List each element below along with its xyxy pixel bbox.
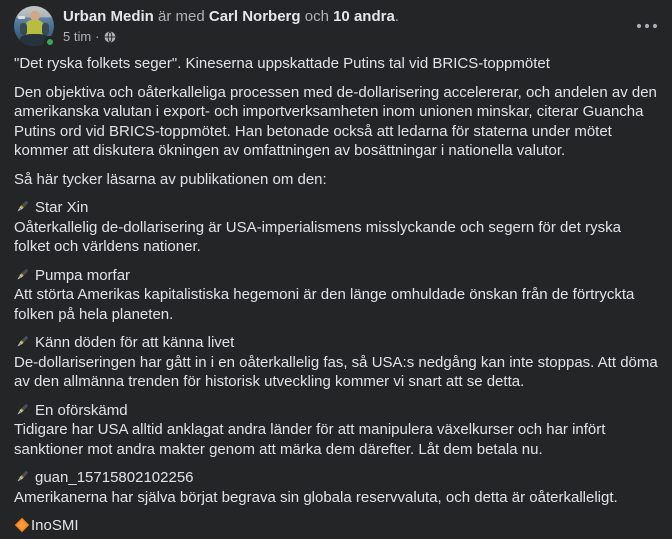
byline-connector: och	[304, 8, 329, 25]
source-line	[14, 516, 658, 536]
comment-text: De-dollariseringen har gått in i en oåterkallelig fas, så USA:s nedgång kan inte stoppas. Att döma av den allmänna trenden för historisk utveckling kommer vi snart att se detta.	[14, 353, 658, 390]
comment-author: guan_15715802102256	[35, 469, 194, 486]
post-lead-in: Så här tycker läsarna av publikationen om den:	[14, 170, 327, 188]
post-paragraph: Den objektiva och oåterkalleliga processen med de-dollarisering accelererar, och andelen av den amerikanska valutan i export- och importverksamheten inom unionen minskar, citerar Guancha Putins ord vid BRICS-toppmötet. Han betonade också att ledarna för staterna under mötet kommer att diskutera ökningen av omfattningen av bosättningar i nationella valutor.	[14, 83, 657, 159]
reader-comment	[14, 266, 658, 325]
reader-comment	[14, 401, 658, 460]
reader-comment	[14, 468, 658, 507]
header-text	[63, 6, 626, 45]
globe-icon	[104, 31, 116, 43]
reader-comment	[14, 333, 658, 392]
comment-text: Att störta Amerikas kapitalistiska hegemoni är den länge omhuldade önskan från de förtryckta folken på hela planeten.	[14, 286, 635, 323]
comment-text: Amerikanerna har själva börjat begrava sin globala reservvaluta, och detta är oåterkalleligt.	[14, 488, 618, 506]
comment-author: En oförskämd	[35, 401, 128, 419]
timestamp-link[interactable]: 5 tim	[63, 29, 92, 44]
post-meta	[63, 29, 626, 45]
tagged-name-link[interactable]: Carl Norberg	[208, 8, 301, 25]
fountain-pen-icon	[14, 402, 30, 418]
avatar-photo-person-arm	[42, 23, 49, 35]
fountain-pen-icon	[14, 334, 30, 350]
online-status-dot	[44, 36, 56, 48]
others-count-link[interactable]: 10 andra	[333, 8, 395, 25]
orange-diamond-icon	[14, 517, 30, 533]
avatar[interactable]	[14, 6, 54, 46]
avatar-photo-boat	[18, 16, 25, 19]
fountain-pen-icon	[14, 267, 30, 283]
source-label: InoSMI	[31, 517, 79, 534]
comment-text: Tidigare har USA alltid anklagat andra länder för att manipulera växelkurser och har infört sanktioner mot andra makter genom att märka dem därefter. Låt dem betala nu.	[14, 421, 606, 458]
post-headline: "Det ryska folkets seger". Kineserna uppskattade Putins tal vid BRICS-toppmötet	[14, 55, 550, 72]
byline-period: .	[394, 8, 399, 25]
meta-separator: ·	[95, 29, 100, 44]
comment-author: Star Xin	[35, 199, 89, 216]
ellipsis-icon	[636, 17, 658, 32]
author-name-link[interactable]: Urban Medin	[63, 8, 154, 25]
comment-author: Pumpa morfar	[35, 266, 131, 284]
fountain-pen-icon	[14, 199, 30, 215]
post-options-button[interactable]	[626, 12, 658, 36]
fountain-pen-icon	[14, 469, 30, 485]
byline-connector: är med	[158, 8, 205, 25]
post-header	[0, 0, 672, 46]
post-body	[0, 46, 672, 536]
avatar-photo-person-arm	[20, 23, 27, 35]
reader-comment	[14, 198, 658, 257]
post-byline	[63, 7, 626, 26]
comment-text: Oåterkallelig de-dollarisering är USA-imperialismens misslyckande och segern för det ryska folket och världens nationer.	[14, 218, 621, 255]
comment-author: Känn döden för att känna livet	[35, 334, 235, 351]
